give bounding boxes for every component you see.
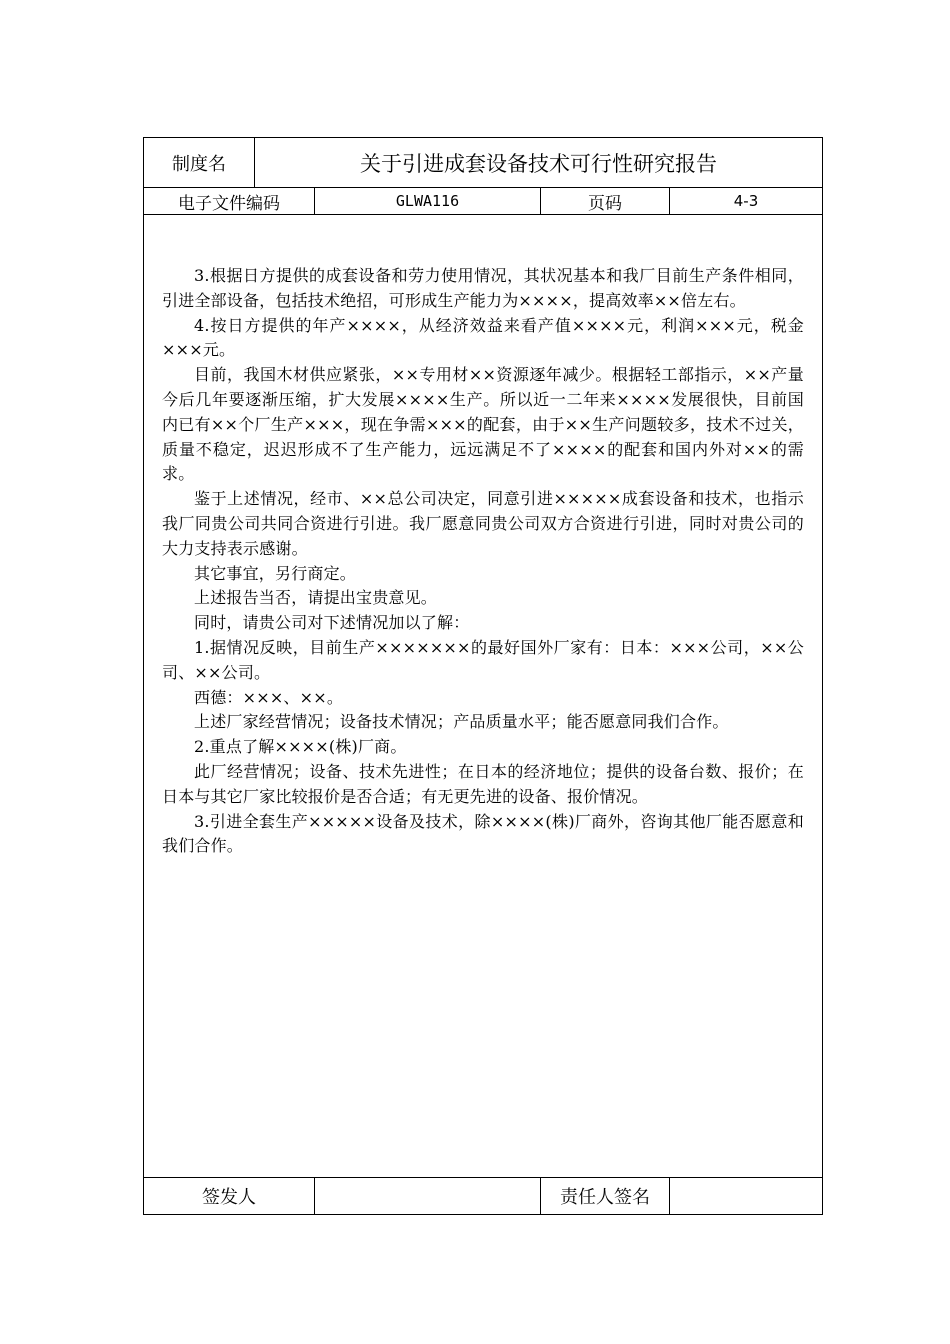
body-paragraph: 其它事宜，另行商定。: [194, 563, 357, 583]
issuer-field[interactable]: [315, 1178, 541, 1214]
body-paragraph: 上述厂家经营情况；设备技术情况；产品质量水平；能否愿意同我们合作。: [194, 712, 729, 732]
document-title: 关于引进成套设备技术可行性研究报告: [360, 151, 717, 176]
title-row: [144, 138, 822, 188]
body-paragraph: 3.根据日方提供的成套设备和劳力使用情况，其状况基本和我厂目前生产条件相同，引进全部设备，包括技术绝招，可形成生产能力为××××，提高效率××倍左右。: [162, 266, 804, 310]
body-paragraph: 此厂经营情况；设备、技术先进性；在日本的经济地位；提供的设备台数、报价；在日本与其它厂家比较报价是否合适；有无更先进的设备、报价情况。: [162, 761, 804, 806]
file-code-label: 电子文件编码: [144, 188, 315, 214]
body-paragraph: 目前，我国木材供应紧张，××专用材××资源逐年减少。根据轻工部指示，××产量今后几年要逐渐压缩，扩大发展××××生产。所以近一二年来××××发展很快，目前国内已有××个厂生产×××，现在争需×××的配套，由于××生产问题较多，技术不过关，质量不稳定，迟迟形成不了生产能力，远远满足不了××××的配套和国内外对××的需求。: [162, 365, 804, 484]
body-paragraph: 2.重点了解××××(株)厂商。: [194, 737, 407, 757]
file-code-value: GLWA116: [315, 188, 541, 214]
body-paragraph: 1.据情况反映，目前生产×××××××的最好国外厂家有：日本：×××公司，××公司、××公司。: [162, 637, 804, 682]
page-value: 4-3: [733, 192, 759, 210]
document-form: [143, 137, 823, 1215]
body-paragraph: 上述报告当否，请提出宝贵意见。: [194, 588, 438, 608]
page-label: 页码: [541, 188, 670, 214]
name-label: 制度名: [144, 138, 255, 187]
body-paragraph: 鉴于上述情况，经市、××总公司决定，同意引进×××××成套设备和技术，也指示我厂同贵公司共同合资进行引进。我厂愿意同贵公司双方合资进行引进，同时对贵公司的大力支持表示感谢。: [162, 489, 804, 558]
body-paragraph: 西德：×××、××。: [194, 687, 344, 707]
signature-row: [144, 1177, 822, 1214]
body-paragraph: 4.按日方提供的年产××××，从经济效益来看产值××××元，利润×××元，税金×××元。: [162, 315, 804, 360]
body-paragraph: 同时，请贵公司对下述情况加以了解：: [194, 613, 470, 633]
issuer-label: 签发人: [144, 1178, 315, 1214]
responsible-signature-label: 责任人签名: [541, 1178, 670, 1214]
responsible-signature-field[interactable]: [670, 1178, 822, 1214]
report-body: [162, 264, 804, 859]
body-paragraph: 3.引进全套生产×××××设备及技术，除××××(株)厂商外，咨询其他厂能否愿意和我们合作。: [162, 811, 804, 856]
meta-row: [144, 188, 822, 215]
